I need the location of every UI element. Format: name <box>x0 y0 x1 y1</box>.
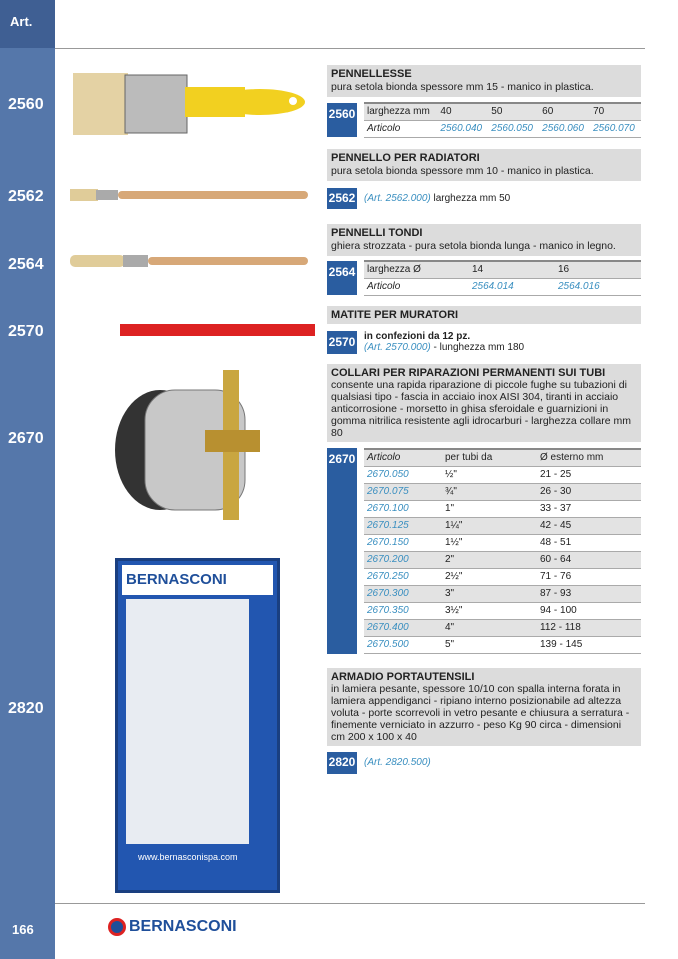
table-row <box>364 535 641 552</box>
table-cell: Ø esterno mm <box>537 449 641 467</box>
table-cell: 4" <box>442 620 537 637</box>
side-code: 2820 <box>8 700 44 717</box>
page-number: 166 <box>12 922 34 937</box>
table-cell: 3½" <box>442 603 537 620</box>
table-cell: 139 - 145 <box>537 637 641 654</box>
table-cell: 5" <box>442 637 537 654</box>
table-row <box>364 603 641 620</box>
sidebar <box>0 0 55 959</box>
code-tag: 2670 <box>327 448 357 654</box>
code-tag: 2820 <box>327 752 357 774</box>
table-cell: 33 - 37 <box>537 501 641 518</box>
table-cell: 42 - 45 <box>537 518 641 535</box>
code-tag: 2562 <box>327 188 357 209</box>
tool-cabinet-image <box>115 558 280 893</box>
table-row <box>364 484 641 501</box>
table-cell: per tubi da <box>442 449 537 467</box>
product-2820-art: (Art. 2820.500) <box>364 757 431 768</box>
table-row <box>364 586 641 603</box>
side-code: 2670 <box>8 430 44 447</box>
side-code: 2560 <box>8 96 44 113</box>
table-cell: 2670.050 <box>364 467 442 484</box>
table-cell: 2670.150 <box>364 535 442 552</box>
table-cell: 2670.125 <box>364 518 442 535</box>
product-2670-table <box>364 448 641 654</box>
table-cell: 2½" <box>442 569 537 586</box>
table-cell: 2670.300 <box>364 586 442 603</box>
table-cell: 3" <box>442 586 537 603</box>
table-cell: 2" <box>442 552 537 569</box>
product-desc: pura setola bionda spessore mm 15 - manico in plastica. <box>331 81 594 93</box>
table-cell: 2560.050 <box>488 121 539 138</box>
table-row <box>364 467 641 484</box>
divider <box>55 48 645 49</box>
table-cell: ¾" <box>442 484 537 501</box>
table-cell: 2670.200 <box>364 552 442 569</box>
product-2820-header: ARMADIO PORTAUTENSILI in lamiera pesante, spessore 10/10 con spalla interna forata in lamiera appendiganci - ripiano interno posizionabile ad altezza voluta - porte scorrevoli in vetro pesante e chiusura a serratura - finemente verniciato in azzurro - peso Kg 90 circa - dimensioni cm 200 x 100 x 40 <box>327 668 641 746</box>
table-cell: 87 - 93 <box>537 586 641 603</box>
cabinet-brand: BERNASCONI <box>122 565 273 595</box>
table-cell: 112 - 118 <box>537 620 641 637</box>
table-row <box>364 518 641 535</box>
product-2570-info: in confezioni da 12 pz. (Art. 2570.000) - lunghezza mm 180 <box>364 331 525 353</box>
product-2570-header: MATITE PER MURATORI <box>327 306 641 324</box>
table-cell: larghezza Ø <box>364 261 469 279</box>
brand-logo: BERNASCONI <box>108 918 237 936</box>
logo-mark-icon <box>108 918 126 936</box>
product-2564-table <box>364 260 641 296</box>
product-2670 <box>327 364 641 654</box>
table-cell: 26 - 30 <box>537 484 641 501</box>
table-cell: 2564.014 <box>469 279 555 296</box>
product-2560-header <box>327 65 641 97</box>
table-cell: 2670.350 <box>364 603 442 620</box>
table-cell: 2670.075 <box>364 484 442 501</box>
table-row <box>364 637 641 654</box>
table-cell: 2670.400 <box>364 620 442 637</box>
table-cell: 1¼" <box>442 518 537 535</box>
divider <box>55 903 645 904</box>
table-cell: 2564.016 <box>555 279 641 296</box>
table-cell: 2560.060 <box>539 121 590 138</box>
table-cell: 40 <box>437 103 488 121</box>
table-cell: 21 - 25 <box>537 467 641 484</box>
radiator-brush-image <box>68 185 313 205</box>
table-cell: 2560.070 <box>590 121 641 138</box>
code-tag: 2564 <box>327 261 357 295</box>
lower-products <box>327 364 641 788</box>
table-cell: 48 - 51 <box>537 535 641 552</box>
product-2562-info: (Art. 2562.000) larghezza mm 50 <box>364 193 511 204</box>
side-code: 2570 <box>8 323 44 340</box>
table-cell: 14 <box>469 261 555 279</box>
table-cell: 60 - 64 <box>537 552 641 569</box>
sidebar-header <box>0 0 55 48</box>
product-2820 <box>327 668 641 774</box>
product-2560-table <box>364 102 641 138</box>
pencil-image <box>118 322 318 338</box>
table-cell: 1½" <box>442 535 537 552</box>
table-cell: Articolo <box>364 449 442 467</box>
table-cell: 1" <box>442 501 537 518</box>
table-cell: 2670.250 <box>364 569 442 586</box>
table-cell: 94 - 100 <box>537 603 641 620</box>
table-row <box>364 620 641 637</box>
code-tag: 2560 <box>327 103 357 137</box>
product-2564-header: PENNELLI TONDI ghiera strozzata - pura setola bionda lunga - manico in legno. <box>327 224 641 256</box>
pipe-clamp-image <box>105 365 275 530</box>
table-cell: 2670.100 <box>364 501 442 518</box>
code-tag: 2570 <box>327 331 357 354</box>
table-cell: 71 - 76 <box>537 569 641 586</box>
product-2562-header: PENNELLO PER RADIATORI pura setola bionda spessore mm 10 - manico in plastica. <box>327 149 641 181</box>
table-cell: 16 <box>555 261 641 279</box>
table-cell: 60 <box>539 103 590 121</box>
table-cell: 70 <box>590 103 641 121</box>
product-2670-header: COLLARI PER RIPARAZIONI PERMANENTI SUI TUBI consente una rapida riparazione di piccole fughe su tubazioni di qualsiasi tipo - fascia in acciaio inox AISI 304, tiranti in acciaio anticorrosione - morsetto in ghisa sferoidale e guarnizioni in gomma nitrilica resistente agli idrocarburi - larghezza collare mm 80 <box>327 364 641 442</box>
side-code: 2562 <box>8 188 44 205</box>
table-cell: larghezza mm <box>364 103 437 121</box>
art-label: Art. <box>10 14 33 29</box>
table-cell: 2670.500 <box>364 637 442 654</box>
table-cell: Articolo <box>364 121 437 138</box>
table-cell: 2560.040 <box>437 121 488 138</box>
cabinet-url: www.bernasconispa.com <box>138 852 238 862</box>
table-row <box>364 501 641 518</box>
table-row <box>364 552 641 569</box>
side-code: 2564 <box>8 256 44 273</box>
table-cell: Articolo <box>364 279 469 296</box>
table-row <box>364 569 641 586</box>
flat-brush-image <box>65 65 315 145</box>
product-title: PENNELLESSE <box>331 68 412 80</box>
table-cell: ½" <box>442 467 537 484</box>
table-cell: 50 <box>488 103 539 121</box>
round-brush-image <box>68 252 313 272</box>
